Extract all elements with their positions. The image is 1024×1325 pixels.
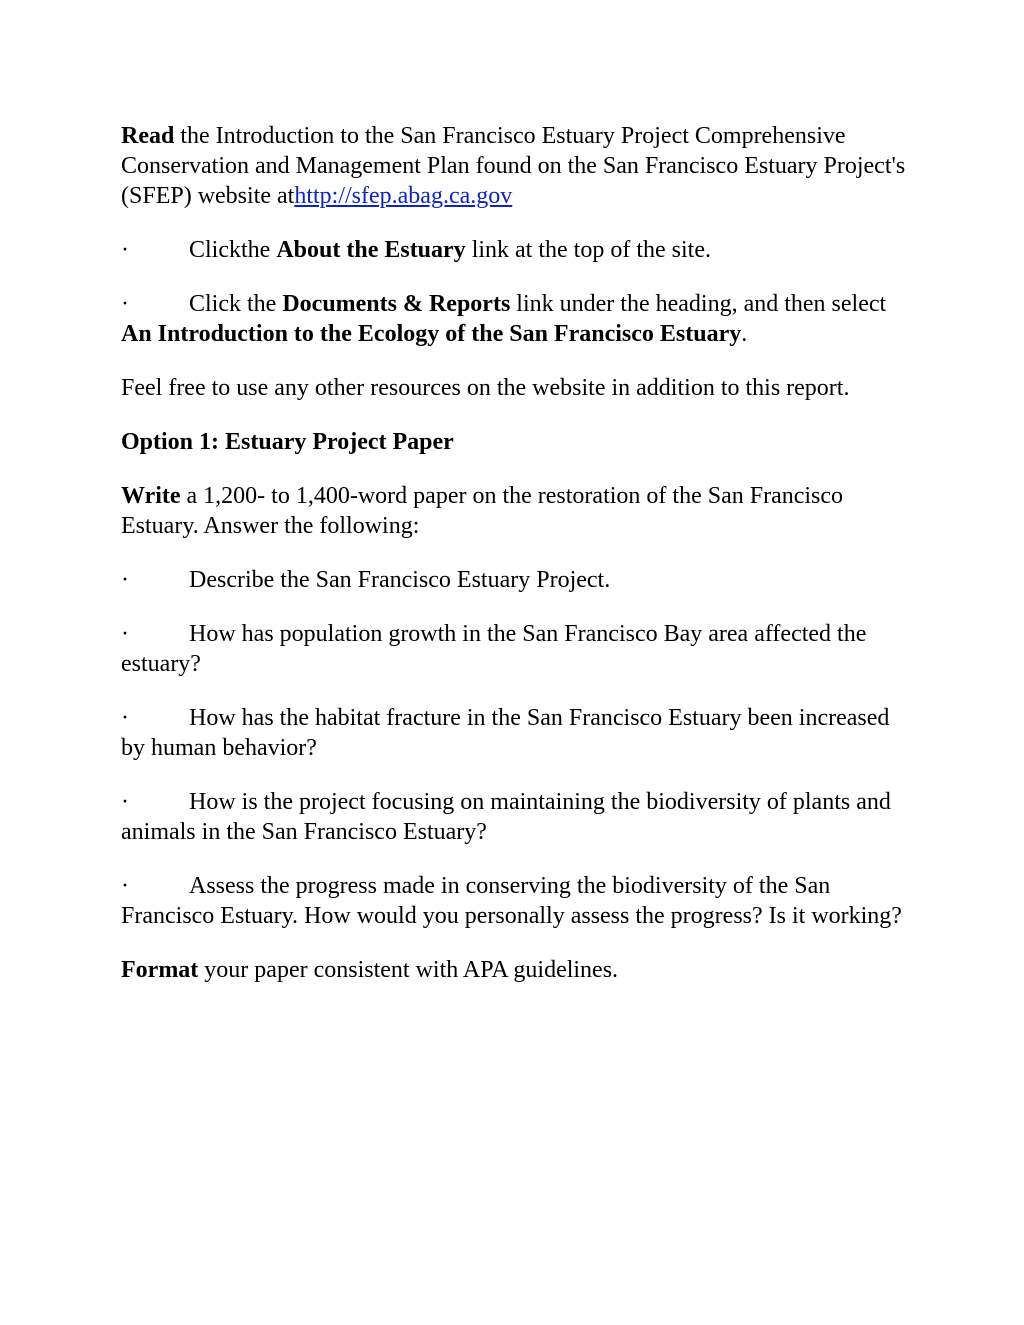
question-text: How is the project focusing on maintaining the biodiversity of plants and animals in the San Francisco Estuary? (121, 789, 891, 845)
question-item (121, 703, 911, 763)
write-instructions (121, 481, 911, 541)
question-item (121, 619, 911, 679)
step-text-mid: link under the heading, and then select (510, 291, 887, 317)
question-item (121, 871, 911, 931)
bullet-marker: · (121, 873, 129, 899)
question-item (121, 565, 911, 595)
step-text-pre: Click the (189, 291, 283, 317)
question-text: Assess the progress made in conserving the biodiversity of the San Francisco Estuary. How would you personally assess the progress? Is it working? (121, 873, 902, 929)
bullet-marker: · (121, 705, 129, 731)
step-about-estuary (121, 235, 911, 265)
ecology-introduction-title: An Introduction to the Ecology of the San Francisco Estuary (121, 321, 742, 347)
question-text: Describe the San Francisco Estuary Project. (189, 567, 611, 593)
documents-reports-label: Documents & Reports (282, 291, 511, 317)
question-item (121, 787, 911, 847)
bullet-marker: · (121, 789, 129, 815)
format-text: your paper consistent with APA guidelines. (198, 957, 619, 983)
step-text-post: link at the top of the site. (465, 237, 711, 263)
intro-paragraph (121, 121, 911, 211)
format-label: Format (121, 957, 199, 983)
step-text-post: . (741, 321, 748, 347)
step-text-pre: Clickthe (189, 237, 277, 263)
question-text: How has the habitat fracture in the San Francisco Estuary been increased by human behavior? (121, 705, 890, 761)
read-label: Read (121, 123, 175, 149)
resources-note: Feel free to use any other resources on the website in addition to this report. (121, 375, 850, 401)
intro-text: the Introduction to the San Francisco Estuary Project Comprehensive Conservation and Management Plan found on the San Francisco Estuary Project's (SFEP) website at (121, 123, 906, 209)
sfep-website-link[interactable]: http://sfep.abag.ca.gov (294, 183, 513, 209)
bullet-marker: · (121, 621, 129, 647)
question-text: How has population growth in the San Francisco Bay area affected the estuary? (121, 621, 867, 677)
about-estuary-label: About the Estuary (276, 237, 466, 263)
option-heading: Option 1: Estuary Project Paper (121, 429, 454, 455)
bullet-marker: · (121, 237, 129, 263)
step-documents-reports (121, 289, 911, 349)
format-instructions (121, 955, 911, 985)
document-page (121, 121, 911, 1009)
write-text: a 1,200- to 1,400-word paper on the restoration of the San Francisco Estuary. Answer the following: (121, 483, 844, 539)
bullet-marker: · (121, 567, 129, 593)
write-label: Write (121, 483, 181, 509)
bullet-marker: · (121, 291, 129, 317)
